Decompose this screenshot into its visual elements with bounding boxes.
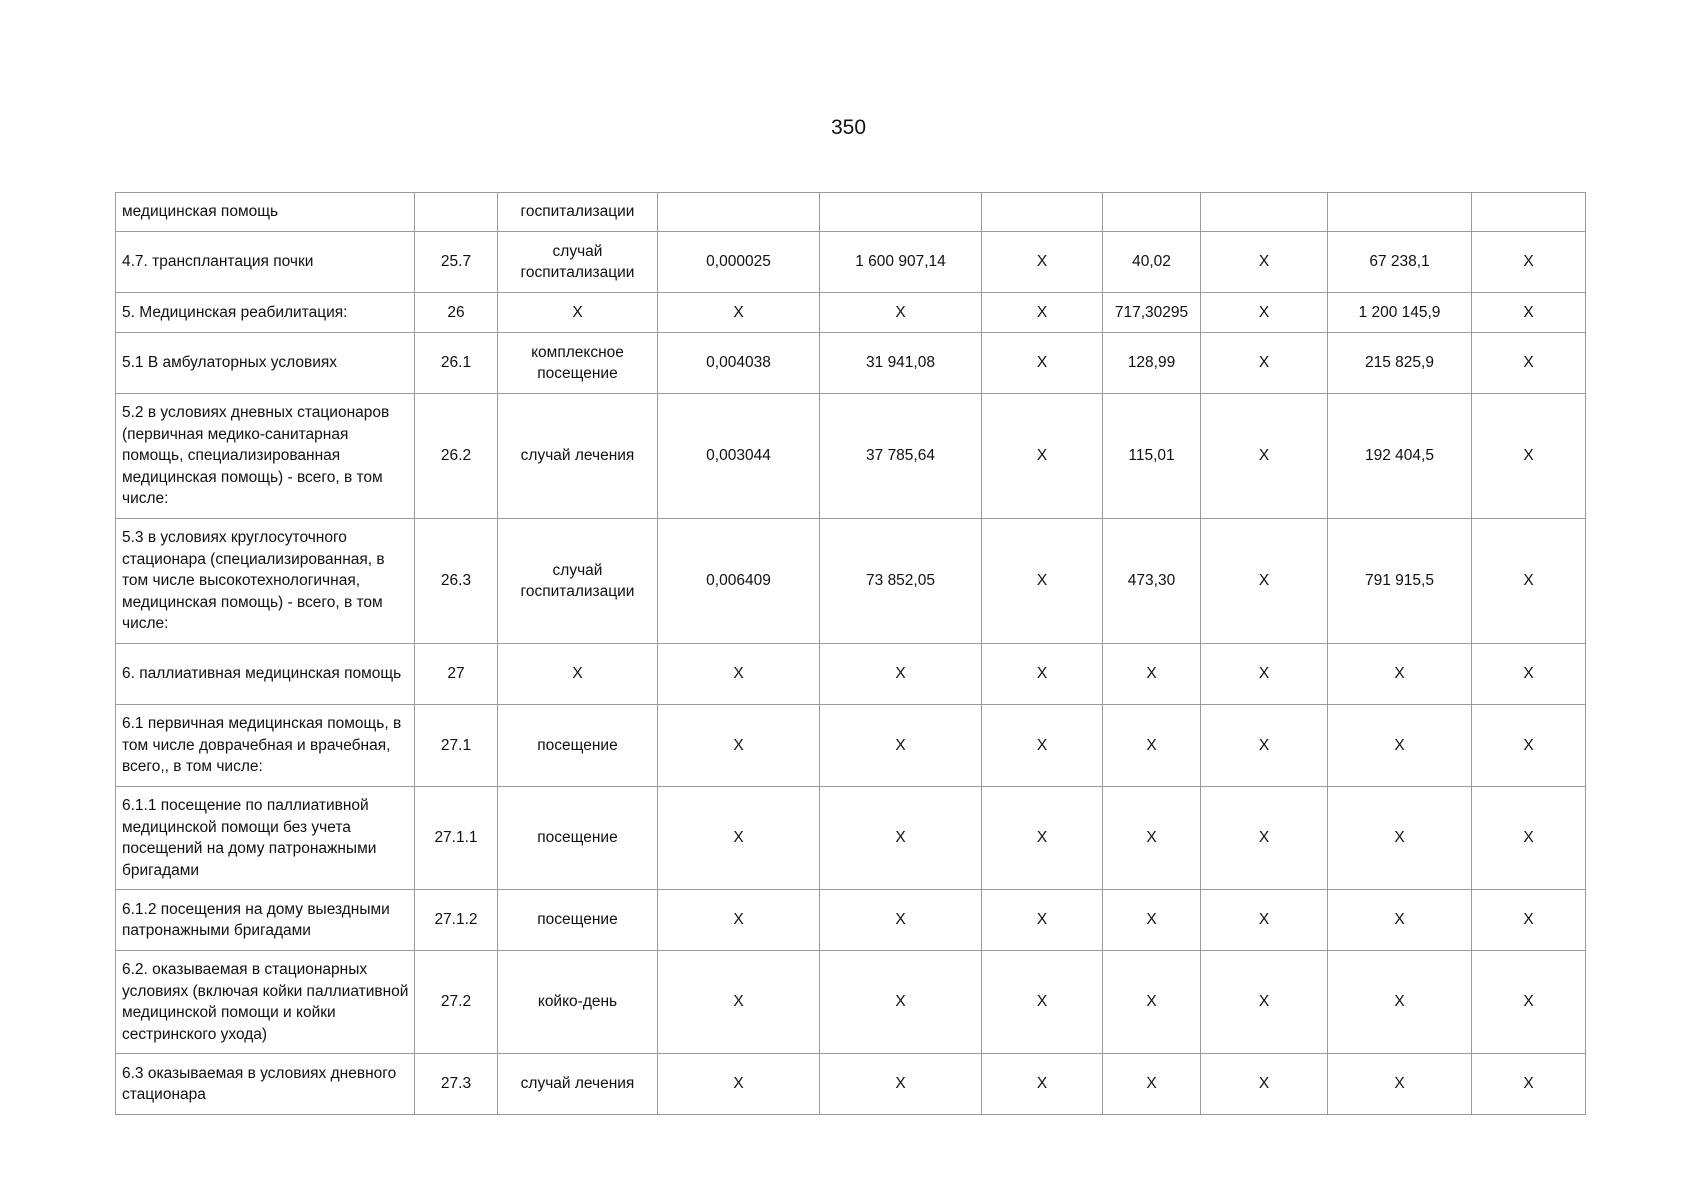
cell-c5: X [820, 951, 982, 1054]
cell-c8: X [1201, 890, 1328, 951]
cell-c5 [820, 193, 982, 232]
cell-c10: X [1472, 1054, 1586, 1115]
cell-c8: X [1201, 951, 1328, 1054]
cell-c6: X [982, 333, 1103, 394]
cell-c9: X [1328, 1054, 1472, 1115]
cell-c4: X [658, 787, 820, 890]
cell-c6: X [982, 951, 1103, 1054]
cell-c9: 215 825,9 [1328, 333, 1472, 394]
row-unit: посещение [498, 787, 658, 890]
cell-c7: 717,30295 [1103, 293, 1201, 333]
cell-c4: X [658, 705, 820, 787]
cell-c4: 0,003044 [658, 394, 820, 519]
row-name: 4.7. трансплантация почки [116, 232, 415, 293]
row-code: 27.1 [415, 705, 498, 787]
cell-c5: 1 600 907,14 [820, 232, 982, 293]
cell-c5: 73 852,05 [820, 519, 982, 644]
cell-c10: X [1472, 293, 1586, 333]
row-name: 6.1.1 посещение по паллиативной медицинской помощи без учета посещений на дому патронажными бригадами [116, 787, 415, 890]
cell-c5: X [820, 644, 982, 705]
cell-c7: X [1103, 890, 1201, 951]
cell-c5: 31 941,08 [820, 333, 982, 394]
row-code [415, 193, 498, 232]
cell-c8: X [1201, 705, 1328, 787]
cell-c6: X [982, 705, 1103, 787]
cell-c10: X [1472, 705, 1586, 787]
cell-c8: X [1201, 394, 1328, 519]
cell-c10: X [1472, 394, 1586, 519]
table-row [116, 951, 1586, 1054]
row-name: медицинская помощь [116, 193, 415, 232]
table-row [116, 293, 1586, 333]
cell-c6: X [982, 787, 1103, 890]
cell-c10: X [1472, 232, 1586, 293]
cell-c9 [1328, 193, 1472, 232]
cell-c6: X [982, 232, 1103, 293]
cell-c6: X [982, 1054, 1103, 1115]
row-name: 6.1.2 посещения на дому выездными патронажными бригадами [116, 890, 415, 951]
cell-c5: X [820, 890, 982, 951]
cell-c9: X [1328, 951, 1472, 1054]
cell-c5: X [820, 1054, 982, 1115]
cell-c7: X [1103, 644, 1201, 705]
row-code: 27.3 [415, 1054, 498, 1115]
table-row [116, 787, 1586, 890]
table-row [116, 333, 1586, 394]
cell-c6: X [982, 890, 1103, 951]
cell-c8: X [1201, 333, 1328, 394]
row-code: 27.1.2 [415, 890, 498, 951]
cell-c7: X [1103, 951, 1201, 1054]
cell-c7: X [1103, 787, 1201, 890]
table-row [116, 232, 1586, 293]
row-unit: госпитализации [498, 193, 658, 232]
cell-c5: X [820, 705, 982, 787]
row-name: 6.2. оказываемая в стационарных условиях (включая койки паллиативной медицинской помощи и койки сестринского ухода) [116, 951, 415, 1054]
cell-c9: X [1328, 890, 1472, 951]
page-number: 350 [830, 116, 867, 139]
cell-c8: X [1201, 787, 1328, 890]
row-unit: случай лечения [498, 1054, 658, 1115]
cell-c7: 473,30 [1103, 519, 1201, 644]
row-name: 5.3 в условиях круглосуточного стационара (специализированная, в том числе высокотехнологичная, медицинская помощь) - всего, в том числе: [116, 519, 415, 644]
cell-c4: X [658, 644, 820, 705]
cell-c10: X [1472, 787, 1586, 890]
row-name: 6.3 оказываемая в условиях дневного стационара [116, 1054, 415, 1115]
cell-c6: X [982, 644, 1103, 705]
row-unit: комплексное посещение [498, 333, 658, 394]
cell-c9: 192 404,5 [1328, 394, 1472, 519]
cell-c6: X [982, 394, 1103, 519]
cell-c10: X [1472, 644, 1586, 705]
cell-c4: X [658, 293, 820, 333]
data-table [115, 192, 1586, 1115]
row-code: 26.2 [415, 394, 498, 519]
cell-c8: X [1201, 519, 1328, 644]
table-row [116, 519, 1586, 644]
cell-c8 [1201, 193, 1328, 232]
row-unit: случай госпитализации [498, 232, 658, 293]
row-unit: посещение [498, 890, 658, 951]
cell-c5: X [820, 293, 982, 333]
table-row [116, 705, 1586, 787]
row-code: 25.7 [415, 232, 498, 293]
cell-c4: 0,006409 [658, 519, 820, 644]
table-row [116, 394, 1586, 519]
cell-c8: X [1201, 1054, 1328, 1115]
row-name: 5.2 в условиях дневных стационаров (первичная медико-санитарная помощь, специализированная медицинская помощь) - всего, в том числе: [116, 394, 415, 519]
table-row [116, 1054, 1586, 1115]
cell-c4: X [658, 951, 820, 1054]
cell-c5: 37 785,64 [820, 394, 982, 519]
cell-c6 [982, 193, 1103, 232]
table-row [116, 644, 1586, 705]
cell-c9: X [1328, 787, 1472, 890]
cell-c6: X [982, 519, 1103, 644]
cell-c7: 115,01 [1103, 394, 1201, 519]
row-unit: X [498, 293, 658, 333]
row-code: 26 [415, 293, 498, 333]
row-name: 5. Медицинская реабилитация: [116, 293, 415, 333]
cell-c7: X [1103, 705, 1201, 787]
row-code: 27.2 [415, 951, 498, 1054]
cell-c4 [658, 193, 820, 232]
cell-c7: 128,99 [1103, 333, 1201, 394]
row-name: 6.1 первичная медицинская помощь, в том числе доврачебная и врачебная, всего,, в том числе: [116, 705, 415, 787]
cell-c8: X [1201, 644, 1328, 705]
cell-c4: 0,004038 [658, 333, 820, 394]
table-row [116, 890, 1586, 951]
row-code: 27.1.1 [415, 787, 498, 890]
cell-c7 [1103, 193, 1201, 232]
cell-c9: 67 238,1 [1328, 232, 1472, 293]
cell-c10: X [1472, 890, 1586, 951]
cell-c9: X [1328, 644, 1472, 705]
cell-c6: X [982, 293, 1103, 333]
cell-c9: 1 200 145,9 [1328, 293, 1472, 333]
cell-c8: X [1201, 232, 1328, 293]
row-name: 6. паллиативная медицинская помощь [116, 644, 415, 705]
row-unit: случай госпитализации [498, 519, 658, 644]
row-unit: койко-день [498, 951, 658, 1054]
row-unit: посещение [498, 705, 658, 787]
cell-c10: X [1472, 519, 1586, 644]
cell-c7: X [1103, 1054, 1201, 1115]
cell-c7: 40,02 [1103, 232, 1201, 293]
cell-c4: X [658, 890, 820, 951]
cell-c9: 791 915,5 [1328, 519, 1472, 644]
row-unit: X [498, 644, 658, 705]
cell-c4: 0,000025 [658, 232, 820, 293]
cell-c5: X [820, 787, 982, 890]
table-row [116, 193, 1586, 232]
row-name: 5.1 В амбулаторных условиях [116, 333, 415, 394]
cell-c4: X [658, 1054, 820, 1115]
row-code: 26.1 [415, 333, 498, 394]
cell-c10: X [1472, 333, 1586, 394]
cell-c10 [1472, 193, 1586, 232]
row-code: 27 [415, 644, 498, 705]
row-code: 26.3 [415, 519, 498, 644]
row-unit: случай лечения [498, 394, 658, 519]
cell-c10: X [1472, 951, 1586, 1054]
cell-c9: X [1328, 705, 1472, 787]
cell-c8: X [1201, 293, 1328, 333]
